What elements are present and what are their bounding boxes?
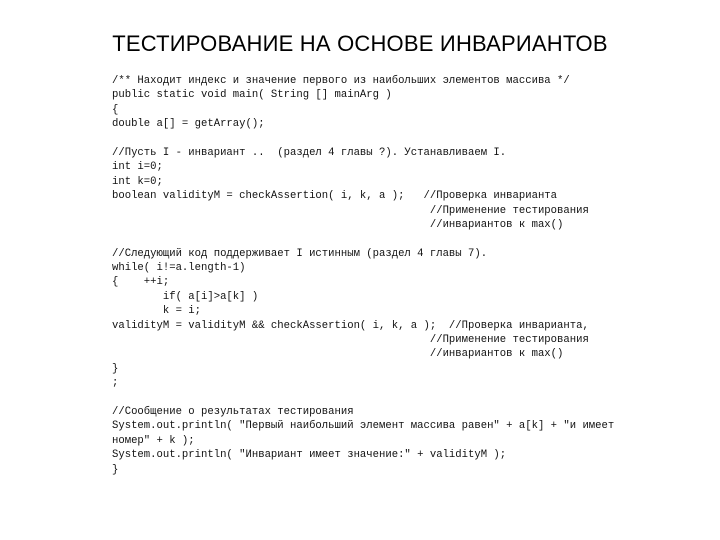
code-line: int i=0; [112, 161, 163, 174]
code-line: while( i!=a.length-1) [112, 262, 246, 275]
code-line: System.out.println( "Первый наибольший элемент массива равен" + a[k] + "и имеет [112, 420, 615, 433]
code-line: //инвариантов к max() [112, 348, 564, 361]
code-line: //инвариантов к max() [112, 218, 564, 231]
code-line: { [112, 103, 119, 116]
code-line [112, 132, 612, 146]
code-line: double a[] = getArray(); [112, 118, 265, 131]
code-line: //Следующий код поддерживает I истинным (раздел 4 главы 7). [112, 247, 488, 260]
code-line: k = i; [112, 305, 202, 318]
code-line: //Сообщение о результатах тестирования [112, 405, 354, 418]
code-listing [112, 74, 615, 477]
code-line: int k=0; [112, 175, 163, 188]
code-line: номер" + k ); [112, 434, 195, 447]
code-line: public static void main( String [] mainArg ) [112, 89, 392, 102]
code-line: } [112, 362, 119, 375]
code-line: if( a[i]>a[k] ) [112, 290, 259, 303]
code-line: /** Находит индекс и значение первого из наибольших элементов массива */ [112, 75, 570, 87]
code-line: //Применение тестирования [112, 334, 589, 347]
code-line: validityM = validityM && checkAssertion( i, k, a ); //Проверка инварианта, [112, 319, 589, 332]
slide-title: ТЕСТИРОВАНИЕ НА ОСНОВЕ ИНВАРИАНТОВ [112, 31, 608, 56]
code-line: System.out.println( "Инвариант имеет значение:" + validityM ); [112, 449, 507, 462]
code-line: //Применение тестирования [112, 204, 589, 217]
code-line: //Пусть I - инвариант .. (раздел 4 главы ?). Устанавливаем I. [112, 146, 507, 159]
code-line [112, 232, 612, 246]
code-line: } [112, 463, 119, 476]
code-line: { ++i; [112, 276, 170, 289]
code-line: ; [112, 377, 119, 390]
code-line [112, 391, 612, 405]
code-line: boolean validityM = checkAssertion( i, k, a ); //Проверка инварианта [112, 190, 558, 203]
